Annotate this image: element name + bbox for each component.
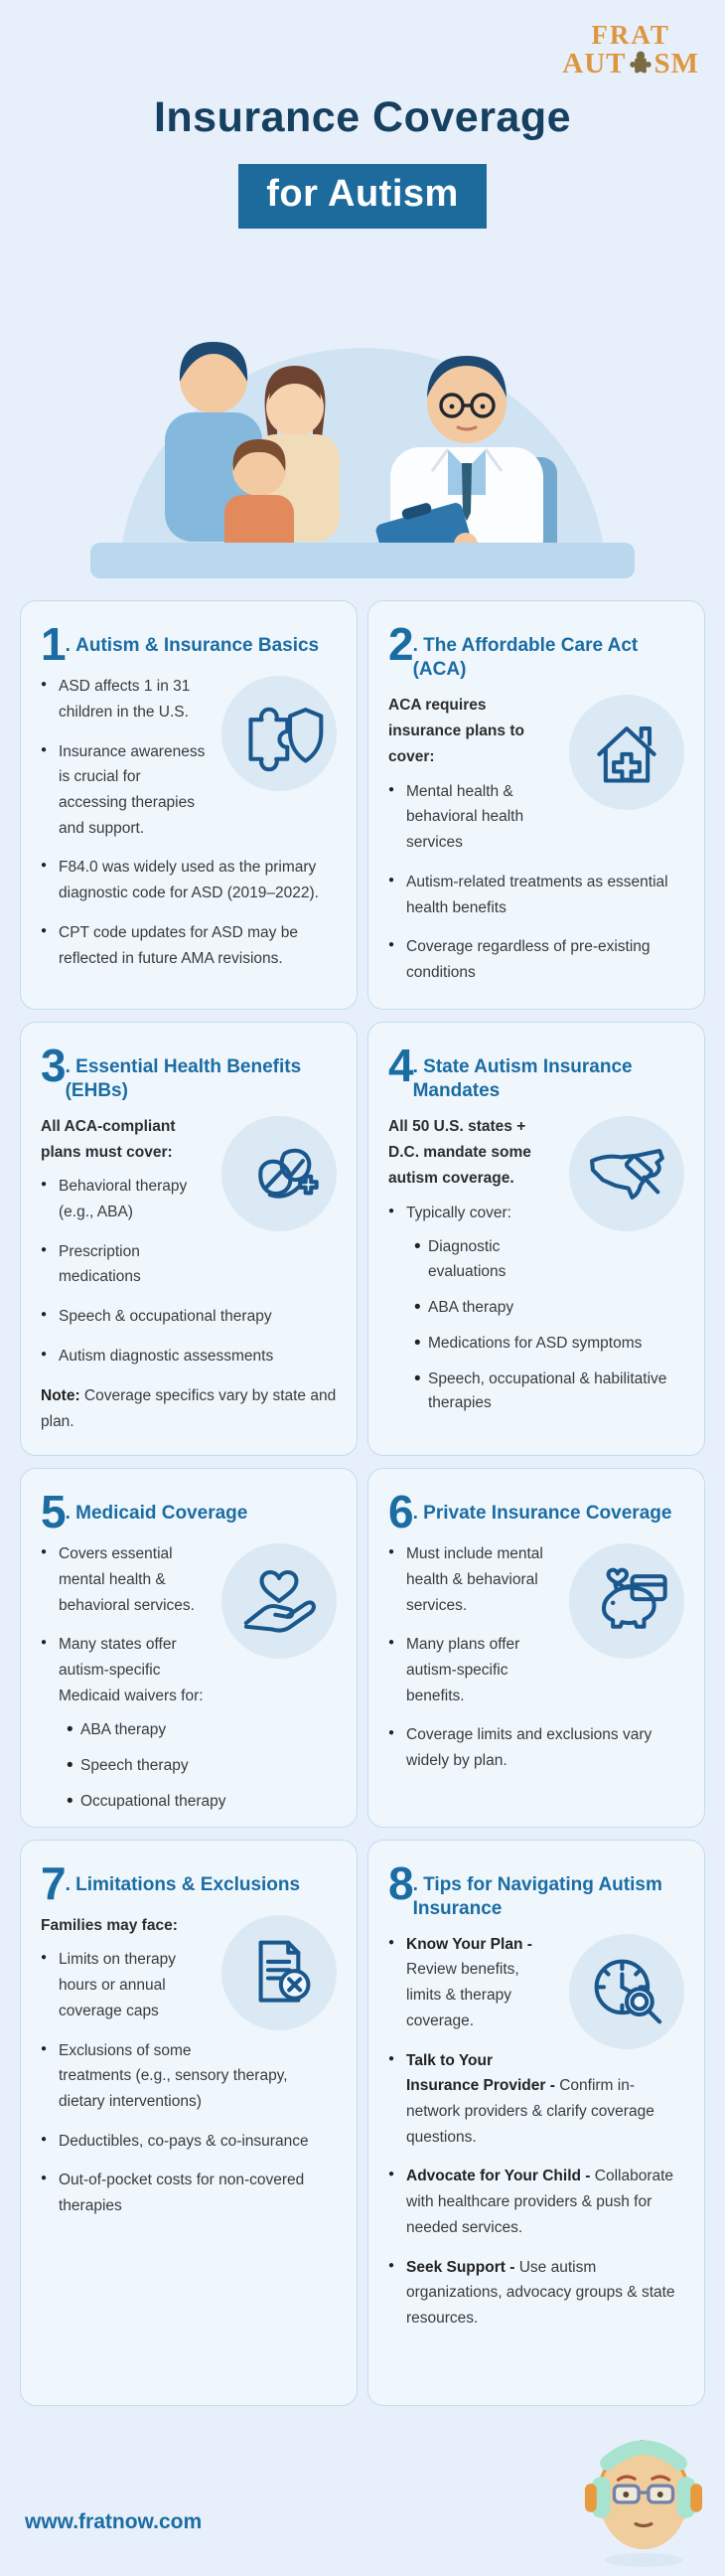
card-number: 2 — [388, 618, 413, 670]
sub-bullet-list — [59, 1718, 337, 1814]
card-title: . Private Insurance Coverage — [412, 1503, 672, 1524]
bullet-text: Limits on therapy hours or annual coverage caps — [59, 1951, 177, 2019]
sub-bullet-item — [67, 1790, 337, 1815]
card-number: 3 — [41, 1040, 66, 1091]
mascot-avatar — [580, 2419, 707, 2570]
bullet-text: Collaborate with healthcare providers & push for needed services. — [406, 2168, 674, 2236]
bullet-list — [41, 1541, 337, 1815]
bullet-item — [41, 739, 337, 842]
bullet-item — [388, 1541, 684, 1618]
card-tips-navigating-autism-insurance — [367, 1840, 705, 2406]
bullet-lead: Advocate for Your Child - — [406, 2168, 591, 2185]
bullet-item — [41, 1541, 337, 1618]
bullet-text: Confirm in-network providers & clarify coverage questions. — [406, 2077, 654, 2146]
bullet-text: Mental health & behavioral health services — [406, 782, 524, 852]
bullet-text: Autism diagnostic assessments — [59, 1347, 274, 1365]
sub-bullet-text: Speech, occupational & habilitative therapies — [428, 1369, 667, 1412]
cards-grid — [0, 578, 725, 2406]
card-number: 6 — [388, 1486, 413, 1537]
bullet-list — [388, 1201, 684, 1417]
bullet-item — [41, 1239, 337, 1290]
sub-bullet-item — [67, 1754, 337, 1779]
note-text: Coverage specifics vary by state and plan. — [41, 1386, 337, 1430]
bullet-text: Must include mental health & behavioral services. — [406, 1545, 543, 1614]
bullet-list — [388, 1932, 684, 2332]
bullet-item — [41, 674, 337, 724]
bullet-list — [41, 674, 337, 971]
bullet-item — [388, 1201, 684, 1417]
website-link[interactable]: www.fratnow.com — [25, 2510, 203, 2533]
sub-bullet-text: ABA therapy — [428, 1298, 514, 1316]
bullet-item — [388, 2255, 684, 2332]
card-title: . Essential Health Benefits (EHBs) — [65, 1056, 302, 1102]
card-intro: Families may face: — [41, 1917, 178, 1935]
bullet-text: F84.0 was widely used as the primary diagnostic code for ASD (2019–2022). — [59, 859, 319, 902]
bullet-text: Deductibles, co-pays & co-insurance — [59, 2132, 309, 2150]
card-autism-insurance-basics — [20, 600, 358, 1010]
card-number: 1 — [41, 618, 66, 670]
bullet-text: Exclusions of some treatments (e.g., sensory therapy, dietary interventions) — [59, 2041, 288, 2111]
bullet-text: Covers essential mental health & behavioral services. — [59, 1545, 195, 1614]
bullet-lead: Seek Support - — [406, 2258, 515, 2276]
bullet-item — [41, 855, 337, 905]
card-heading — [41, 1857, 337, 1909]
family-doctor-illustration — [65, 300, 660, 578]
bullet-text: CPT code updates for ASD may be reflected in future AMA revisions. — [59, 923, 298, 967]
sub-bullet-item — [414, 1235, 684, 1285]
card-essential-health-benefits — [20, 1022, 358, 1456]
bullet-item — [41, 1344, 337, 1369]
card-heading — [41, 1040, 337, 1104]
card-medicaid-coverage — [20, 1468, 358, 1828]
bullet-text: Review benefits, limits & therapy coverage. — [406, 1961, 519, 2029]
bullet-text: Typically cover: — [406, 1204, 511, 1221]
bullet-item — [41, 1174, 337, 1224]
bullet-text: Coverage regardless of pre-existing conditions — [406, 938, 651, 981]
logo-line2-post: SM — [653, 47, 699, 80]
sub-bullet-item — [67, 1718, 337, 1743]
card-title: . Tips for Navigating Autism Insurance — [412, 1874, 662, 1920]
sub-bullet-item — [414, 1368, 684, 1417]
card-intro: All 50 U.S. states + D.C. mandate some autism coverage. — [388, 1117, 531, 1188]
bullet-item — [388, 2048, 684, 2151]
sub-bullet-text: Speech therapy — [80, 1757, 189, 1775]
bullet-item — [41, 2129, 337, 2155]
sub-bullet-text: Occupational therapy — [80, 1793, 226, 1810]
bullet-item — [388, 2164, 684, 2240]
bullet-item — [388, 934, 684, 985]
bullet-text: Out-of-pocket costs for non-covered therapies — [59, 2172, 305, 2215]
card-title: . Limitations & Exclusions — [65, 1874, 301, 1895]
logo-line2-pre: AUT — [562, 47, 627, 80]
sub-bullet-text: ABA therapy — [80, 1721, 167, 1739]
bullet-text: ASD affects 1 in 31 children in the U.S. — [59, 678, 191, 721]
card-heading — [41, 1486, 337, 1537]
card-heading — [41, 618, 337, 670]
page-title: Insurance Coverage — [153, 93, 572, 141]
bullet-text: Coverage limits and exclusions vary widely by plan. — [406, 1726, 652, 1770]
sub-bullet-item — [414, 1296, 684, 1321]
bullet-item — [41, 2168, 337, 2218]
bullet-item — [388, 870, 684, 920]
bullet-item — [41, 1304, 337, 1330]
card-private-insurance-coverage — [367, 1468, 705, 1828]
sub-bullet-text: Diagnostic evaluations — [428, 1238, 507, 1281]
bullet-text: Autism-related treatments as essential health benefits — [406, 873, 668, 916]
puzzle-piece-icon — [628, 50, 653, 78]
note-label: Note: — [41, 1386, 80, 1404]
bullet-item — [41, 920, 337, 971]
title-badge: for Autism — [238, 164, 487, 229]
logo-line1: FRAT — [591, 20, 670, 50]
card-note — [41, 1383, 337, 1436]
bullet-text: Behavioral therapy (e.g., ABA) — [59, 1178, 188, 1221]
bullet-item — [388, 1632, 684, 1708]
card-intro: ACA requires insurance plans to cover: — [388, 696, 524, 766]
card-title: . The Affordable Care Act (ACA) — [412, 635, 639, 681]
bullet-text: Prescription medications — [59, 1242, 141, 1286]
card-state-autism-insurance-mandates — [367, 1022, 705, 1456]
sub-bullet-item — [414, 1332, 684, 1357]
bullet-text: Speech & occupational therapy — [59, 1308, 272, 1326]
card-title: . Autism & Insurance Basics — [65, 635, 320, 656]
bullet-item — [41, 1632, 337, 1815]
card-title: . Medicaid Coverage — [65, 1503, 248, 1524]
bullet-text: Use autism organizations, advocacy groups & state resources. — [406, 2258, 675, 2327]
card-number: 8 — [388, 1857, 413, 1909]
bullet-lead: Talk to Your Insurance Provider - — [406, 2051, 555, 2095]
bullet-text: Many states offer autism-specific Medicaid waivers for: — [59, 1636, 204, 1704]
card-limitations-exclusions — [20, 1840, 358, 2406]
card-intro: All ACA-compliant plans must cover: — [41, 1117, 176, 1161]
bullet-text: Many plans offer autism-specific benefits. — [406, 1636, 520, 1704]
sub-bullet-list — [406, 1235, 684, 1416]
bullet-lead: Know Your Plan - — [406, 1935, 532, 1953]
bullet-item — [388, 779, 684, 856]
bullet-list — [388, 779, 684, 986]
card-heading — [388, 1857, 684, 1922]
brand-logo — [562, 22, 699, 79]
card-number: 5 — [41, 1486, 66, 1537]
bullet-item — [388, 1722, 684, 1773]
sub-bullet-text: Medications for ASD symptoms — [428, 1334, 643, 1352]
bullet-list — [41, 1174, 337, 1368]
bullet-item — [41, 2038, 337, 2115]
card-heading — [388, 1486, 684, 1537]
card-heading — [388, 1040, 684, 1104]
bullet-text: Insurance awareness is crucial for accessing therapies and support. — [59, 742, 206, 837]
card-title: . State Autism Insurance Mandates — [412, 1056, 633, 1102]
bullet-list — [41, 1947, 337, 2218]
card-affordable-care-act — [367, 600, 705, 1010]
bullet-item — [388, 1932, 684, 2034]
card-heading — [388, 618, 684, 683]
bullet-list — [388, 1541, 684, 1774]
logo-line2 — [562, 47, 699, 80]
bullet-item — [41, 1947, 337, 2023]
card-number: 4 — [388, 1040, 413, 1091]
card-number: 7 — [41, 1857, 66, 1909]
